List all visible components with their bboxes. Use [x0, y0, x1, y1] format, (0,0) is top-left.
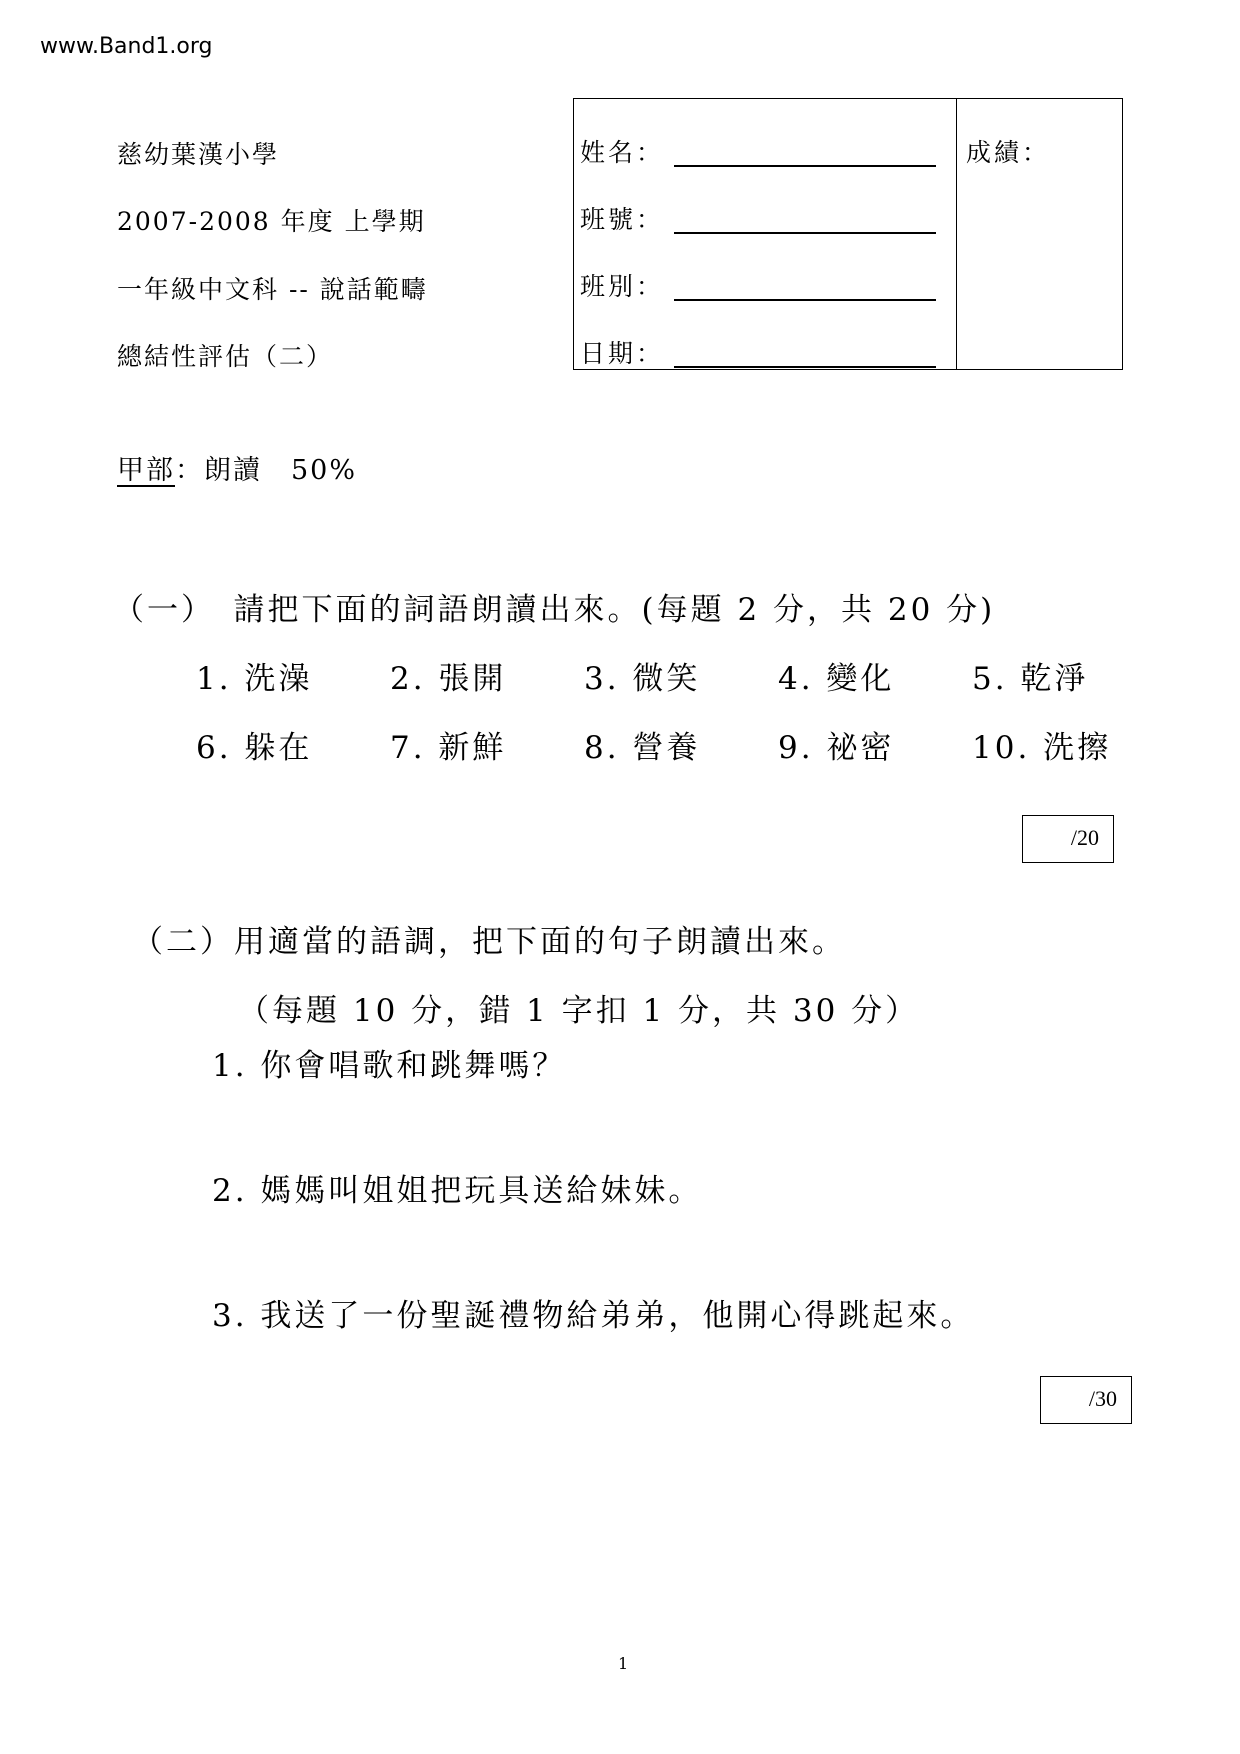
score-label: 成績：	[966, 138, 1051, 167]
word-item: 7. 新鮮	[390, 730, 507, 766]
word-item: 1. 洗澡	[196, 661, 313, 697]
section1-score-box: /20	[1022, 815, 1114, 863]
word-item: 6. 躲在	[196, 730, 313, 766]
assessment-title: 總結性評估（二）	[117, 342, 334, 371]
student-info-box	[573, 98, 1123, 370]
sentence-item: 3. 我送了一份聖誕禮物給弟弟，他開心得跳起來。	[212, 1298, 975, 1334]
word-item: 3. 微笑	[584, 661, 701, 697]
word-item: 5. 乾淨	[972, 661, 1089, 697]
word-item: 2. 張開	[390, 661, 507, 697]
section2-title: （二）用適當的語調，把下面的句子朗讀出來。	[132, 924, 846, 960]
class-label: 班別：	[580, 272, 665, 301]
word-item: 4. 變化	[778, 661, 895, 697]
section2-subtitle: （每題 10 分，錯 1 字扣 1 分，共 30 分）	[238, 993, 920, 1029]
section1-title: （一） 請把下面的詞語朗讀出來。(每題 2 分，共 20 分)	[113, 592, 996, 628]
date-field[interactable]	[674, 366, 936, 368]
part-a-details: ：朗讀 50%	[175, 455, 358, 486]
watermark: www.Band1.org	[40, 34, 213, 59]
class-number-label: 班號：	[580, 205, 665, 234]
word-item: 10. 洗擦	[972, 730, 1112, 766]
date-label: 日期：	[580, 339, 665, 368]
class-field[interactable]	[674, 299, 936, 301]
section2-score-box: /30	[1040, 1376, 1132, 1424]
sentence-item: 1. 你會唱歌和跳舞嗎？	[212, 1048, 567, 1084]
part-a-label: 甲部	[117, 455, 175, 486]
subject-title: 一年級中文科 -- 說話範疇	[117, 275, 428, 304]
sentence-item: 2. 媽媽叫姐姐把玩具送給妹妹。	[212, 1173, 703, 1209]
school-name: 慈幼葉漢小學	[117, 140, 280, 169]
class-number-field[interactable]	[674, 232, 936, 234]
word-item: 8. 營養	[584, 730, 701, 766]
page-number: 1	[618, 1654, 629, 1673]
part-a-heading	[117, 448, 357, 487]
info-box-divider	[956, 99, 957, 369]
name-field[interactable]	[674, 165, 936, 167]
name-label: 姓名：	[580, 138, 665, 167]
word-item: 9. 祕密	[778, 730, 895, 766]
school-year: 2007-2008 年度 上學期	[117, 207, 426, 236]
